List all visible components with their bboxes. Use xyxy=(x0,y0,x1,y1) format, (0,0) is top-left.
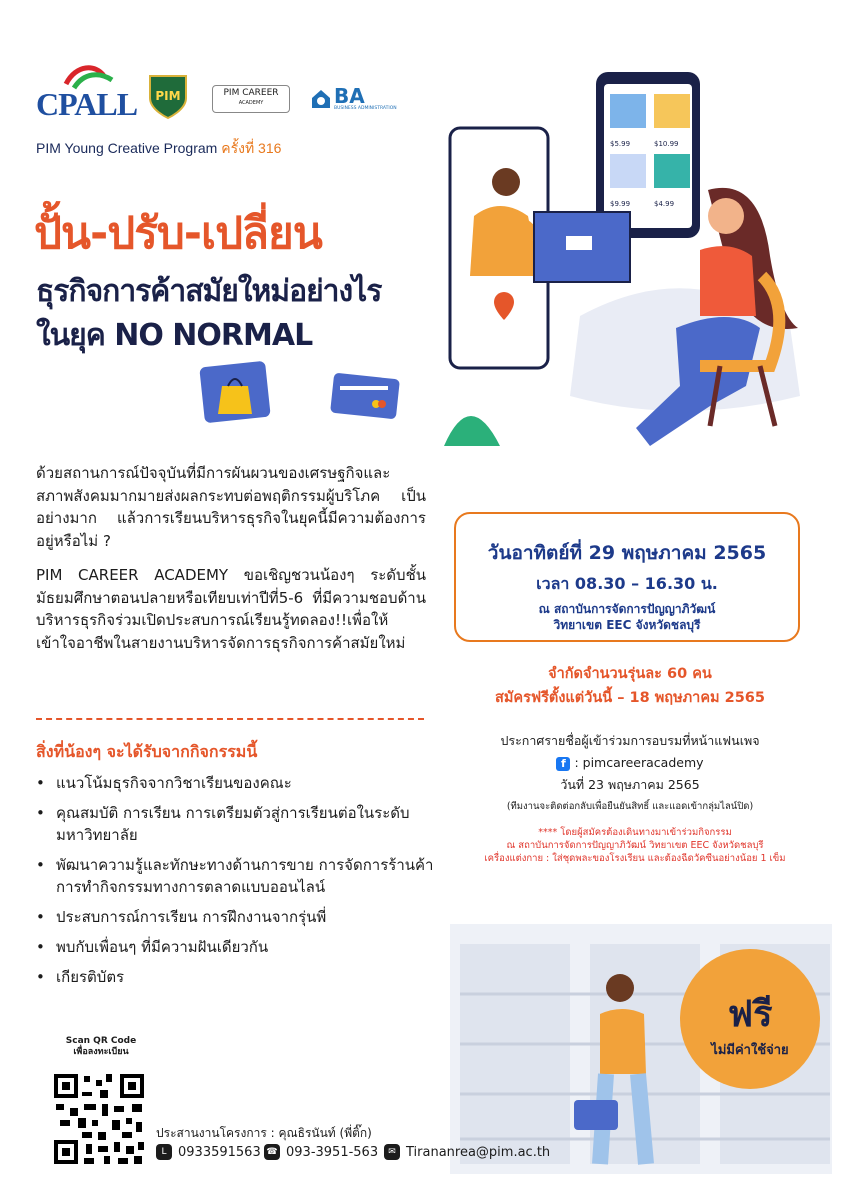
shirt-tile-2-icon xyxy=(654,154,690,188)
intro-paragraph-2: PIM CAREER ACADEMY ขอเชิญชวนน้องๆ ระดับชั้นมัธยมศึกษาตอนปลายหรือเทียบเท่าปีที่5-6 ที่มีความชอบด้านบริหารธุรกิจร่วมเปิดประสบการณ์เรียนรู้ทดลอง!!เพื่อให้เข้าใจอาชีพในสายงานบริหารจัดการธุรกิจการค้าสมัยใหม่ xyxy=(36,566,426,652)
qr-label-line-2: เพื่อลงทะเบียน xyxy=(73,1047,129,1057)
note-line-2: ณ สถาบันการจัดการปัญญาภิวัฒน์ วิทยาเขต EEC จังหวัดชลบุรี xyxy=(506,840,764,851)
announce-note: (ทีมงานจะติดต่อกลับเพื่อยืนยันสิทธิ์ และแอดเข้ากลุ่มไลน์ปิด) xyxy=(506,801,754,812)
list-item: • เกียรติบัตร xyxy=(36,966,436,988)
basket-icon xyxy=(574,1100,618,1130)
pim-career-academy-logo xyxy=(212,85,290,113)
svg-text:PIM: PIM xyxy=(155,89,181,103)
credit-card-icon xyxy=(328,370,402,420)
benefits-list xyxy=(36,772,436,996)
list-item: • ประสบการณ์การเรียน การฝึกงานจากรุ่นพี่ xyxy=(36,906,436,928)
ba-wordmark: BA xyxy=(334,84,365,108)
list-item: • พัฒนาความรู้และทักษะทางด้านการขาย การจัดการร้านค้า การทำกิจกรรมทางการตลาดแบบออนไลน์ xyxy=(36,854,436,898)
list-item: • พบกับเพื่อนๆ ที่มีความฝันเดียวกัน xyxy=(36,936,436,958)
email-address[interactable]: Tirananrea@pim.ac.th xyxy=(406,1144,551,1160)
pim-logo xyxy=(144,72,192,120)
headline: ปั้น-ปรับ-เปลี่ยน xyxy=(34,208,322,259)
announce-date: วันที่ 23 พฤษภาคม 2565 xyxy=(560,777,700,792)
event-place xyxy=(456,601,798,633)
event-date: วันอาทิตย์ที่ 29 พฤษภาคม 2565 xyxy=(487,542,767,564)
pca-wordmark: PIM CAREER xyxy=(223,88,279,98)
phone-number[interactable]: 093-3951-563 xyxy=(286,1144,379,1160)
announcement xyxy=(440,730,820,818)
ba-logo xyxy=(310,86,400,116)
line-icon: L xyxy=(156,1144,172,1160)
intro-text xyxy=(36,462,426,666)
supermarket-illustration xyxy=(450,924,832,1174)
heel-tile-2-icon xyxy=(610,154,646,188)
announce-line: ประกาศรายชื่อผู้เข้าร่วมการอบรมที่หน้าแฟนเพจ xyxy=(500,733,760,748)
price-4: $4.99 xyxy=(654,200,675,208)
event-time: เวลา 08.30 – 16.30 น. xyxy=(536,574,718,593)
subheadline-1: ธุรกิจการค้าสมัยใหม่อย่างไร xyxy=(36,274,382,309)
intro-paragraph-1: ด้วยสถานการณ์ปัจจุบันที่มีการผันผวนของเศรษฐกิจและสภาพสังคมมากมายส่งผลกระทบต่อพฤติกรรมผู้บริโภค เป็นอย่างมาก แล้วการเรียนบริหารธุรกิจในยุคนี้มีความต้องการอยู่หรือไม่ ? xyxy=(36,464,426,550)
notes xyxy=(440,826,830,865)
facebook-page-name[interactable]: : pimcareeracademy xyxy=(574,755,704,770)
cp-all-wordmark: CPALL xyxy=(36,86,138,122)
plant-icon xyxy=(444,416,500,446)
registration-info xyxy=(440,662,820,710)
shirt-tile-icon xyxy=(610,94,646,128)
line-id[interactable]: 0933591563 xyxy=(178,1144,261,1160)
heel-tile-icon xyxy=(654,94,690,128)
program-edition: ครั้งที่ 316 xyxy=(221,140,282,156)
qr-label xyxy=(58,1036,144,1058)
note-line-3: เครื่องแต่งกาย : ใส่ชุดพละของโรงเรียน และต้องฉีดวัคซีนอย่างน้อย 1 เข็ม xyxy=(484,853,786,864)
divider xyxy=(36,718,424,720)
free-badge-text: ฟรี xyxy=(727,994,773,1035)
event-place-line-2: วิทยาเขต EEC จังหวัดชลบุรี xyxy=(553,618,701,632)
phone-icon: ☎ xyxy=(264,1144,280,1160)
phone-contact[interactable] xyxy=(264,1144,378,1160)
price-1: $5.99 xyxy=(610,140,631,148)
cp-all-logo xyxy=(36,62,136,122)
facebook-icon: f xyxy=(556,757,570,771)
price-3: $9.99 xyxy=(610,200,631,208)
pca-sub: ACADEMY xyxy=(238,100,264,106)
list-item: • คุณสมบัติ การเรียน การเตรียมตัวสู่การเรียนต่อในระดับมหาวิทยาลัย xyxy=(36,802,436,846)
note-line-1: **** โดยผู้สมัครต้องเดินทางมาเข้าร่วมกิจกรรม xyxy=(538,827,732,838)
event-date-box xyxy=(454,512,800,642)
line-contact[interactable] xyxy=(156,1144,261,1160)
qr-label-line-1: Scan QR Code xyxy=(65,1036,137,1046)
ba-icon xyxy=(310,88,332,110)
free-badge-sub: ไม่มีค่าใช้จ่าย xyxy=(711,1043,789,1058)
facebook-page[interactable] xyxy=(440,752,820,774)
email-contact[interactable] xyxy=(384,1144,550,1160)
benefits-heading: สิ่งที่น้องๆ จะได้รับจากกิจกรรมนี้ xyxy=(36,742,258,761)
capacity-limit: จำกัดจำนวนรุ่นละ 60 คน xyxy=(548,666,712,682)
program-line xyxy=(36,138,281,160)
event-place-line-1: ณ สถาบันการจัดการปัญญาภิวัฒน์ xyxy=(538,602,716,616)
coordinator: ประสานงานโครงการ : คุณธิรนันท์ (พี่ติ๊ก) xyxy=(156,1126,372,1140)
list-item: • แนวโน้มธุรกิจจากวิชาเรียนของคณะ xyxy=(36,772,436,794)
program-name: PIM Young Creative Program xyxy=(36,140,218,156)
qr-code[interactable] xyxy=(52,1072,146,1166)
online-shopping-illustration xyxy=(430,66,820,466)
ba-sub: BUSINESS ADMINISTRATION xyxy=(334,106,397,111)
price-2: $10.99 xyxy=(654,140,679,148)
pim-crest-icon xyxy=(144,72,192,120)
free-registration: สมัครฟรีตั้งแต่วันนี้ – 18 พฤษภาคม 2565 xyxy=(494,690,765,706)
subheadline-2: ในยุค NO NORMAL xyxy=(36,318,313,353)
email-icon: ✉ xyxy=(384,1144,400,1160)
shopping-bag-card-icon xyxy=(198,360,272,424)
